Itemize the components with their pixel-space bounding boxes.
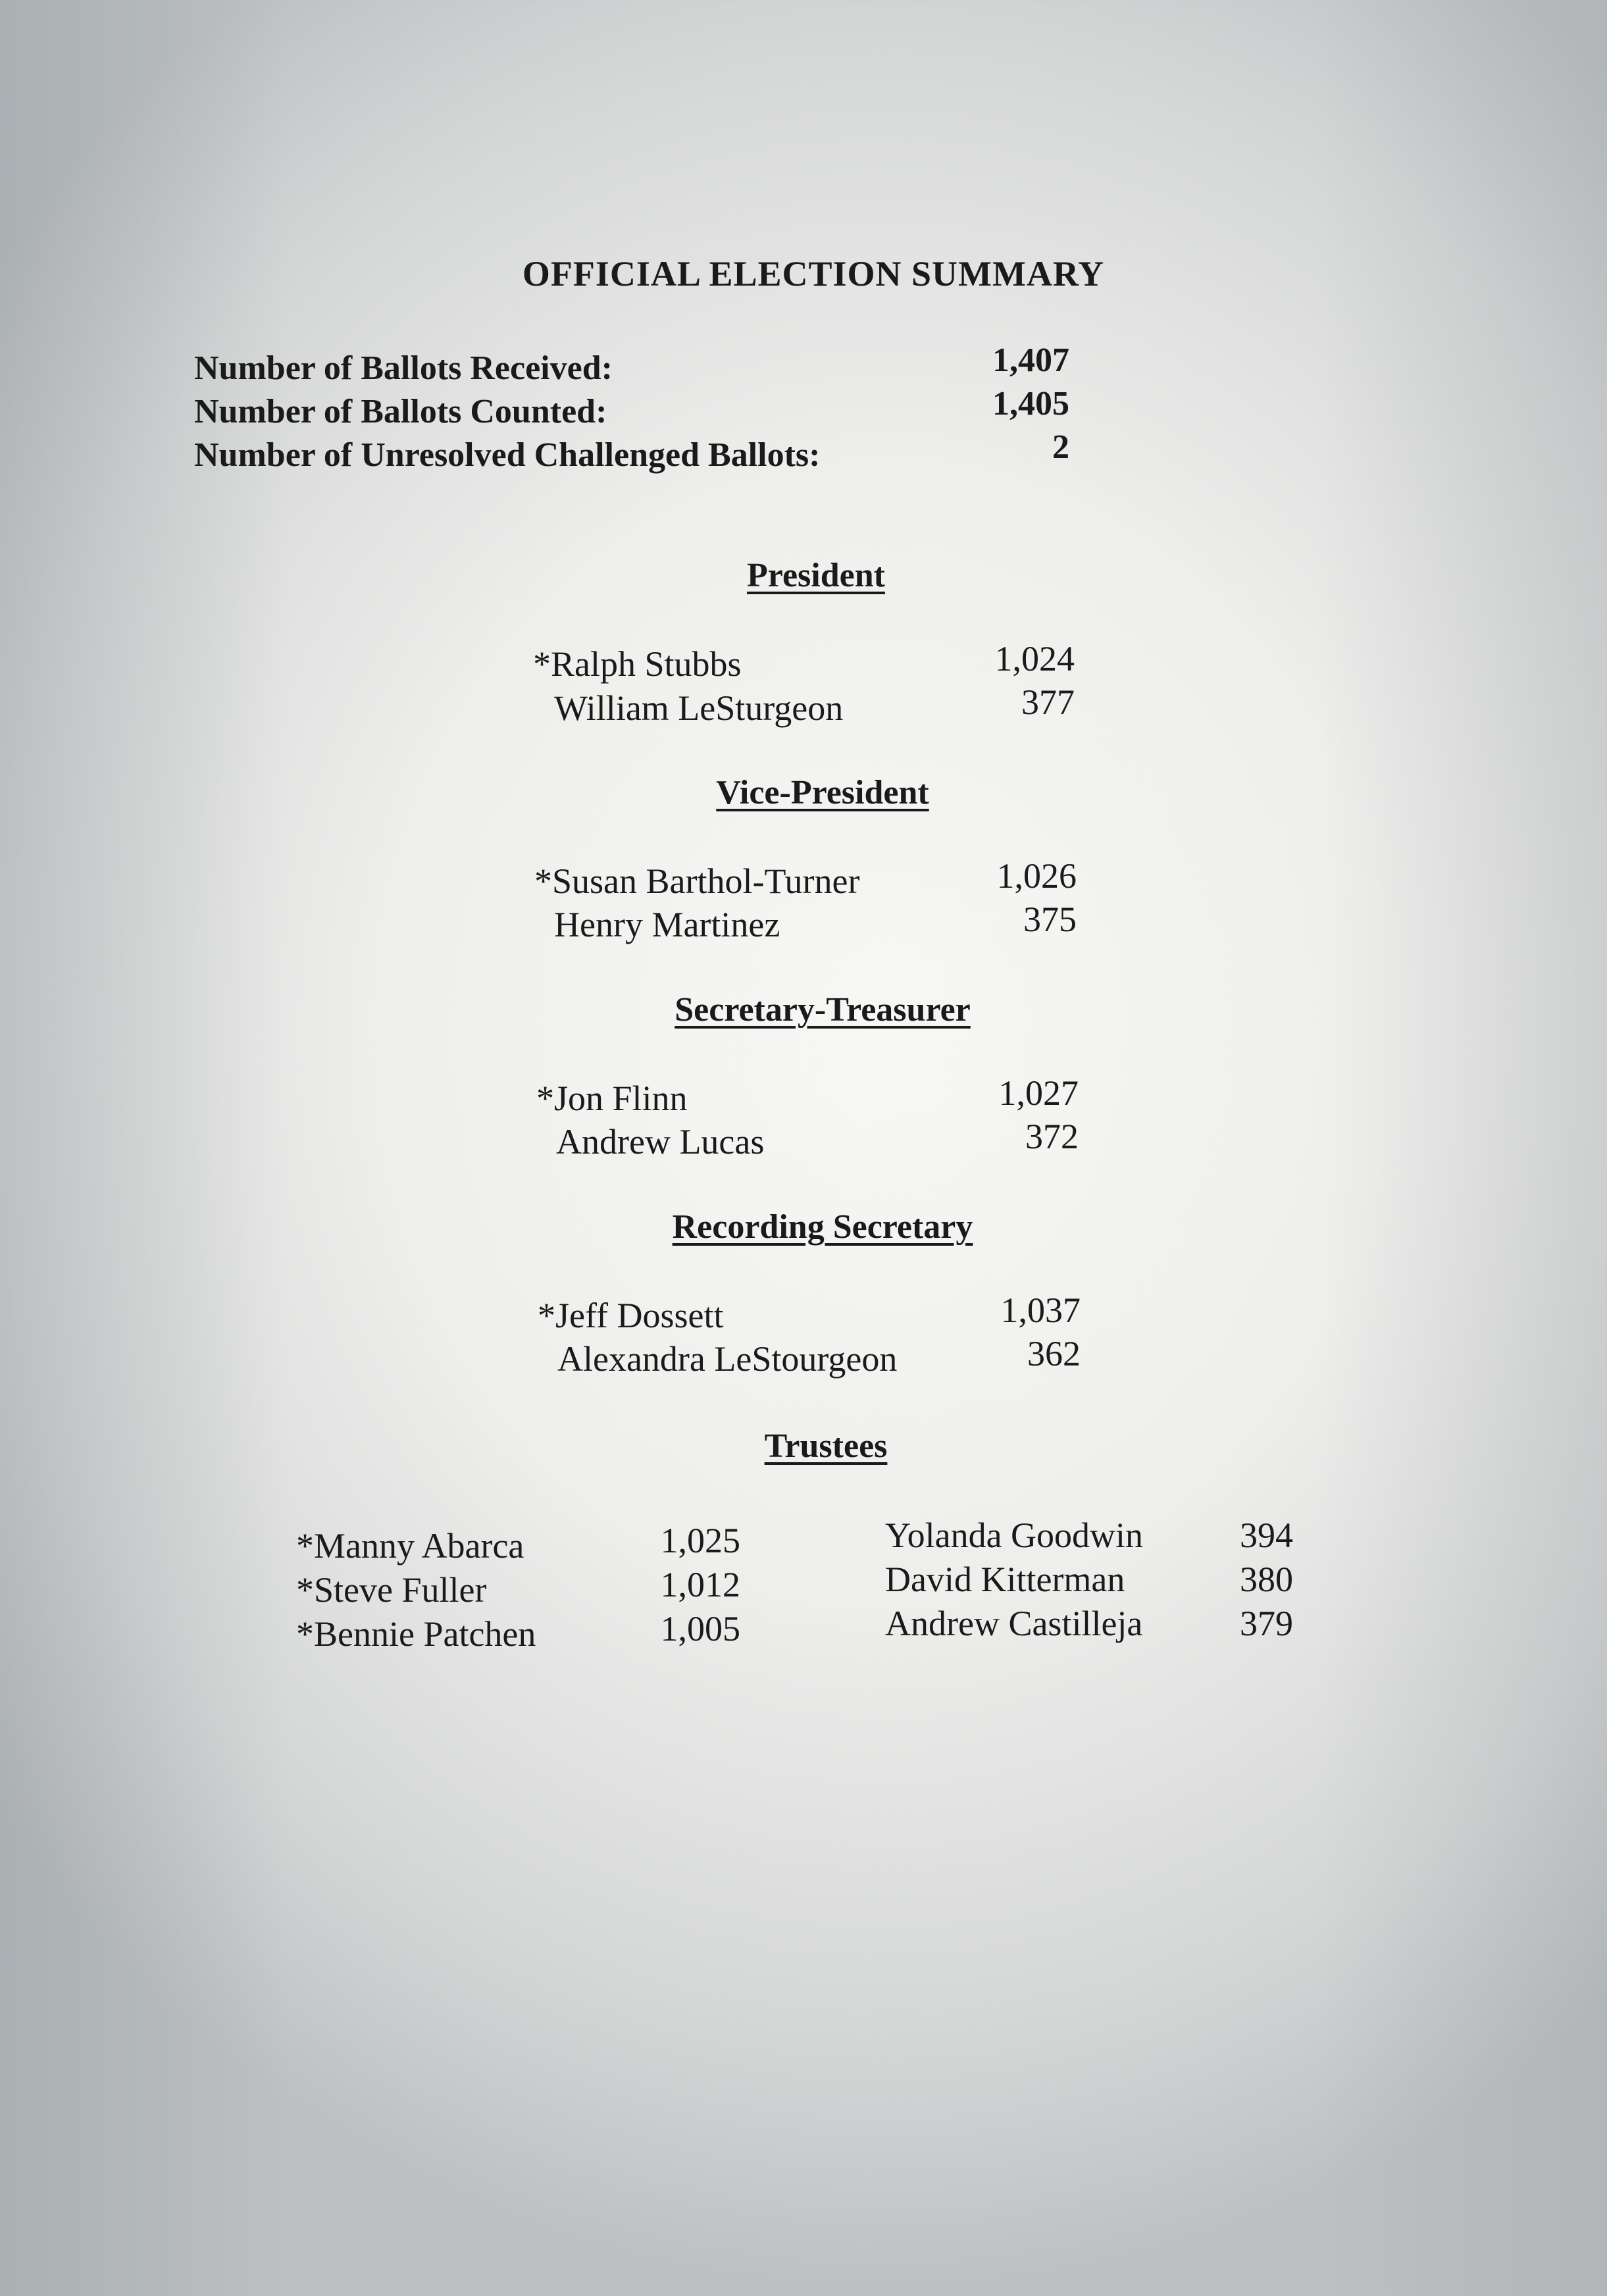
candidate-votes: 362 <box>1027 1334 1081 1373</box>
trustee-votes: 1,005 <box>660 1609 740 1648</box>
candidate-votes: 372 <box>1025 1117 1079 1156</box>
trustee-votes: 379 <box>1240 1604 1293 1643</box>
candidate-name: Alexandra LeStourgeon <box>557 1339 898 1379</box>
race-heading-secretary-treasurer: Secretary-Treasurer <box>675 991 971 1029</box>
trustee-name: Andrew Castilleja <box>885 1604 1143 1643</box>
trustee-votes: 380 <box>1240 1560 1293 1599</box>
trustee-votes: 1,012 <box>660 1565 740 1604</box>
candidate-name: Henry Martinez <box>554 905 780 944</box>
candidate-name: *Jon Flinn <box>536 1079 688 1118</box>
candidate-name: William LeSturgeon <box>554 688 844 728</box>
document-title: OFFICIAL ELECTION SUMMARY <box>522 254 1105 293</box>
candidate-name: *Ralph Stubbs <box>533 644 742 684</box>
ballots-counted-label: Number of Ballots Counted: <box>194 393 607 430</box>
candidate-votes: 1,024 <box>994 639 1075 678</box>
candidate-name: *Susan Barthol-Turner <box>534 861 860 901</box>
candidate-votes: 1,026 <box>996 856 1077 896</box>
trustee-name: *Steve Fuller <box>296 1570 487 1610</box>
candidate-votes: 1,037 <box>1000 1290 1081 1330</box>
challenged-ballots-value: 2 <box>1052 428 1069 466</box>
race-heading-president: President <box>747 557 885 594</box>
candidate-name: Andrew Lucas <box>556 1122 765 1161</box>
race-heading-vice-president: Vice-President <box>716 774 929 811</box>
ballots-received-value: 1,407 <box>992 342 1069 379</box>
candidate-name: *Jeff Dossett <box>538 1296 724 1335</box>
trustee-name: Yolanda Goodwin <box>885 1516 1144 1555</box>
candidate-votes: 1,027 <box>998 1073 1079 1113</box>
race-heading-trustees: Trustees <box>764 1427 888 1465</box>
ballots-counted-value: 1,405 <box>992 385 1069 422</box>
trustee-votes: 1,025 <box>660 1521 740 1560</box>
candidate-votes: 375 <box>1023 900 1077 939</box>
trustee-votes: 394 <box>1240 1516 1293 1555</box>
challenged-ballots-label: Number of Unresolved Challenged Ballots: <box>194 436 821 474</box>
ballots-received-label: Number of Ballots Received: <box>194 349 613 387</box>
candidate-votes: 377 <box>1021 682 1075 722</box>
race-heading-recording-secretary: Recording Secretary <box>672 1208 973 1246</box>
trustee-name: *Bennie Patchen <box>296 1614 536 1654</box>
trustee-name: *Manny Abarca <box>296 1526 524 1566</box>
trustee-name: David Kitterman <box>885 1560 1125 1599</box>
